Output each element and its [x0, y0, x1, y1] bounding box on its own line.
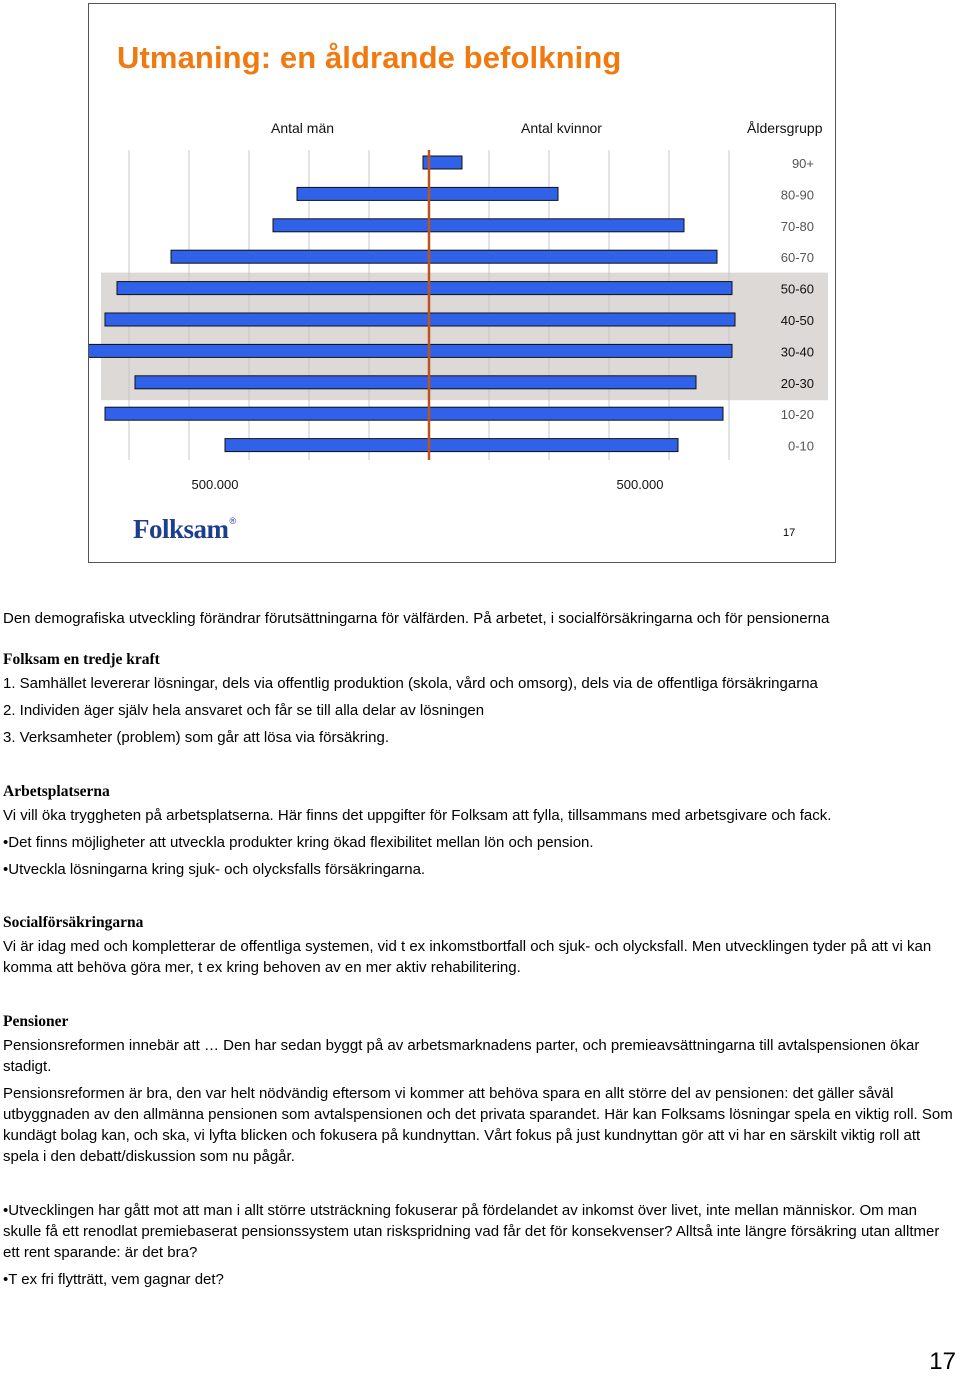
- tick-label: 500.000: [616, 477, 664, 492]
- bullet-flexibilitet: •Det finns möjligheter att utveckla produkter kring ökad flexibilitet mellan lön och pension.: [3, 834, 594, 851]
- tick-label: 500.000: [191, 477, 239, 492]
- age-label: 30-40: [780, 344, 814, 360]
- pensioner-text-1: Pensionsreformen innebär att … Den har sedan byggt på av arbetsmarknadens parter, och premieavsättningarna till avtalspensionen ökar stadigt.: [3, 1037, 920, 1075]
- intro-text: Den demografiska utveckling förändrar förutsättningarna för välfärden. På arbetet, i socialförsäkringarna och för pensionerna: [3, 610, 830, 627]
- heading-folksam: Folksam en tredje kraft: [3, 651, 160, 668]
- bar-80-90: [297, 187, 558, 200]
- header-men: Antal män: [271, 120, 335, 136]
- age-label: 90+: [791, 156, 814, 171]
- bar-20-30: [135, 376, 696, 389]
- heading-pensioner: Pensioner: [3, 1013, 69, 1030]
- pensioner-text-2: Pensionsreformen är bra, den var helt nödvändig eftersom vi kommer att behöva spara en allt större del av pensionen: det gäller såväl utbyggnaden av den allmänna pensionen som avtalspensionen och det privata sparandet. Här kan Folksams lösningar spela en viktig roll. Som kundägt bolag kan, och ska, vi lyfta blicken och fokusera på kundnyttan. Vårt fokus på just kundnyttan gör att vi har en särskilt viktig roll att spela i den debatt/diskussion som nu pågår.: [3, 1085, 953, 1165]
- age-label: 40-50: [780, 313, 814, 328]
- bullet-flyttratt: •T ex fri flytträtt, vem gagnar det?: [3, 1271, 224, 1288]
- population-pyramid-chart: [89, 4, 835, 514]
- slide-title: Utmaning: en åldrande befolkning: [117, 40, 622, 75]
- point-3: 3. Verksamheter (problem) som går att lösa via försäkring.: [3, 729, 389, 746]
- age-label: 0-10: [787, 438, 814, 454]
- age-label: 50-60: [780, 281, 814, 297]
- page-number: 17: [929, 1348, 956, 1375]
- bar-30-40: [89, 344, 732, 357]
- folksam-logo: Folksam®: [133, 514, 236, 544]
- bar-50-60: [117, 282, 732, 295]
- age-label: 70-80: [780, 218, 814, 234]
- heading-arbetsplatserna: Arbetsplatserna: [3, 783, 110, 800]
- age-label: 10-20: [780, 407, 814, 423]
- bullet-sjuk-olycksfall: •Utveckla lösningarna kring sjuk- och olycksfalls försäkringarna.: [3, 861, 426, 878]
- slide-number: 17: [783, 527, 796, 539]
- socialforsakringarna-text: Vi är idag med och kompletterar de offentliga systemen, vid t ex inkomstbortfall och sjuk- och olycksfall. Men utvecklingen tyder på att vi kan komma att behöva göra mer, t ex kring behoven av en mer aktiv rehabilitering.: [3, 938, 932, 976]
- speaker-notes: [3, 608, 957, 1290]
- bar-0-10: [225, 439, 678, 452]
- slide: [88, 3, 836, 563]
- age-label: 20-30: [780, 375, 814, 391]
- bar-70-80: [273, 219, 684, 232]
- point-2: 2. Individen äger själv hela ansvaret och får se till alla delar av lösningen: [3, 702, 485, 719]
- header-women: Antal kvinnor: [521, 120, 602, 136]
- header-age: Åldersgrupp: [747, 120, 823, 136]
- bar-60-70: [171, 250, 717, 263]
- arbetsplatserna-text: Vi vill öka tryggheten på arbetsplatserna. Här finns det uppgifter för Folksam att fylla, tillsammans med arbetsgivare och fack.: [3, 807, 832, 824]
- bullet-utvecklingen: •Utvecklingen har gått mot att man i allt större utsträckning fokuserar på fördelandet av inkomst över livet, inte mellan människor. Om man skulle få ett renodlat premiebaserat pensionssystem utan riskspridning vad får det för konsekvenser? Alltså inte längre försäkring utan alltmer ett rent sparande: är det bra?: [3, 1202, 940, 1261]
- age-label: 80-90: [780, 187, 814, 203]
- bar-10-20: [105, 407, 723, 420]
- age-label: 60-70: [780, 250, 814, 266]
- heading-socialforsakringarna: Socialförsäkringarna: [3, 914, 144, 931]
- point-1: 1. Samhället levererar lösningar, dels via offentlig produktion (skola, vård och omsorg), dels via de offentliga försäkringarna: [3, 675, 818, 692]
- bar-40-50: [105, 313, 735, 326]
